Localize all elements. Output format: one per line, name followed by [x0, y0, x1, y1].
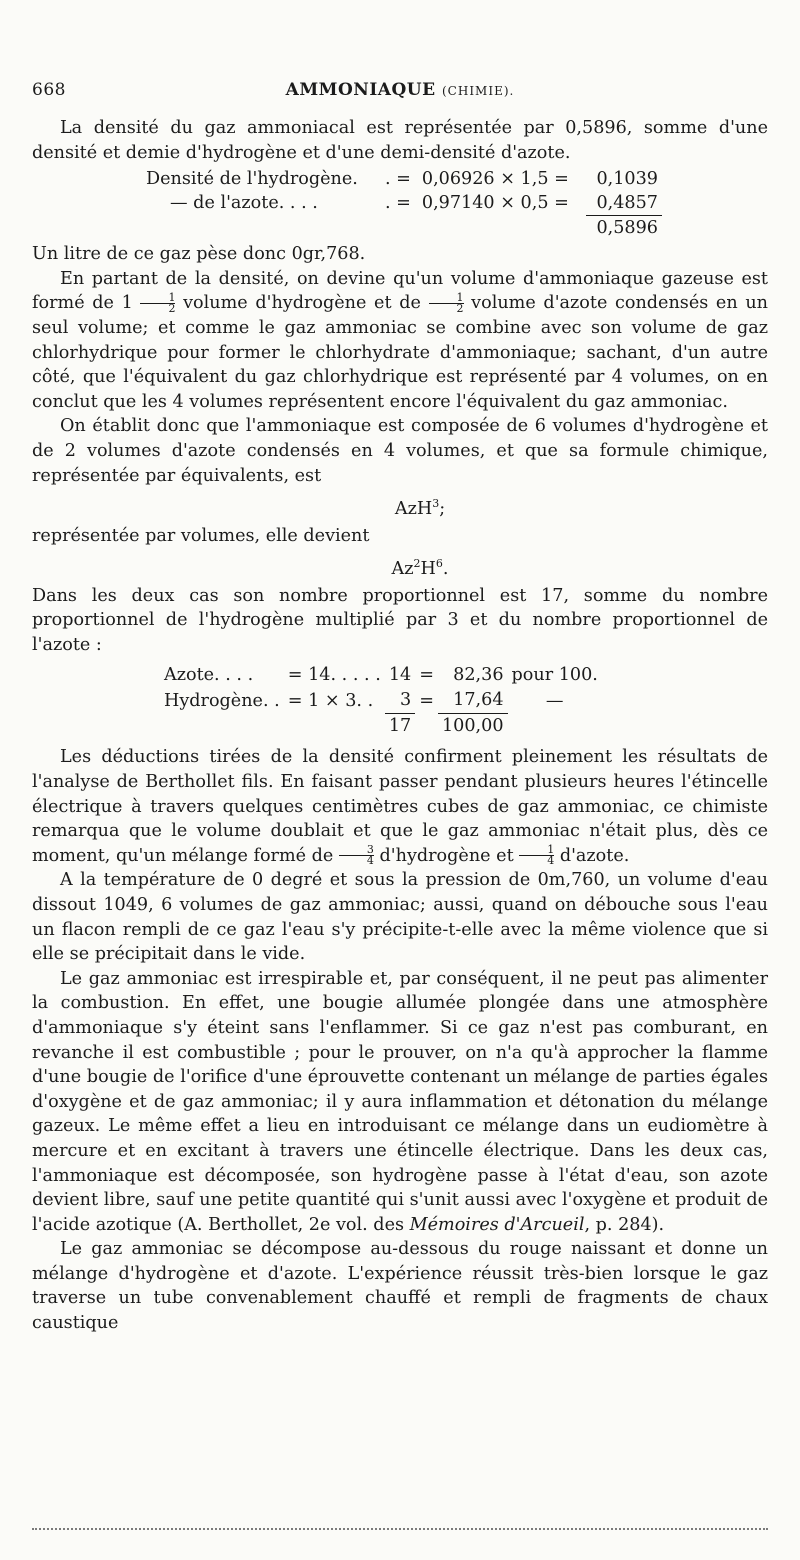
- paragraph-deux-cas: Dans les deux cas son nombre proportionnel est 17, somme du nombre proportionnel de l'hydrogène multiplié par 3 et du nombre proportionnel de l'azote :: [32, 585, 768, 655]
- composition-number: 14: [388, 665, 412, 686]
- paragraph-partant: [32, 267, 768, 415]
- fraction-numerator: 1: [547, 843, 555, 857]
- composition-equals: =: [419, 665, 434, 686]
- fraction-numerator: 1: [456, 290, 464, 304]
- density-row-hydrogen: [142, 167, 662, 191]
- fraction-denominator: 4: [519, 855, 554, 866]
- composition-percent: 82,36: [453, 665, 504, 686]
- running-title-main: AMMONIAQUE: [285, 80, 436, 100]
- composition-unit: —: [545, 690, 564, 711]
- composition-row-hydrogen: [160, 688, 602, 714]
- text-run: En partant de la densité, on devine qu'un volume d'ammoniaque gazeuse est formé de 1: [32, 268, 768, 314]
- density-product: 0,06926 × 1,5 =: [421, 169, 569, 190]
- page-number: 668: [32, 80, 66, 100]
- density-op: . =: [384, 169, 411, 190]
- density-calculation: [142, 167, 662, 240]
- formula-text: Az: [391, 559, 414, 580]
- paragraph-deductions: [32, 745, 768, 868]
- formula-text: AzH: [394, 498, 433, 519]
- text-run: Les déductions tirées de la densité confirment pleinement les résultats de l'analyse de Berthollet fils. En faisant passer pendant plusieurs heures l'étincelle électrique à travers quelques centimètres cubes de gaz ammoniac, ce chimiste remarqua que le volume doublait et que le gaz ammoniac n'était plus, dès ce moment, qu'un mélange formé de: [32, 747, 768, 866]
- composition-percent: 17,64: [453, 690, 504, 711]
- running-title-subject: (CHIMIE).: [441, 84, 515, 98]
- composition-table: [160, 663, 602, 739]
- composition-calc: = 1 × 3. .: [287, 690, 374, 711]
- formula-equivalents: [72, 492, 768, 521]
- footer-rule: [32, 1528, 768, 1530]
- fraction: [519, 845, 554, 866]
- composition-row-azote: [160, 663, 602, 688]
- density-label: — de l'azote. . . .: [170, 193, 318, 214]
- density-row-azote: [142, 191, 662, 216]
- running-header: [32, 80, 768, 106]
- citation-title: Mémoires d'Arcueil: [409, 1214, 585, 1235]
- composition-label: Hydrogène. .: [164, 690, 280, 711]
- composition-equals: =: [419, 690, 434, 711]
- text-run: volume d'azote condensés en un seul volume; et comme le gaz ammoniac se combine avec son volume de gaz chlorhydrique pour former le chlorhydrate d'ammoniaque; sachant, d'un autre côté, que l'équivalent du gaz chlorhydrique est représenté par 4 volumes, on en conclut que les 4 volumes représentent encore l'équivalent du gaz ammoniac.: [32, 293, 768, 412]
- fraction-numerator: 1: [168, 290, 176, 304]
- formula-text: .: [442, 559, 449, 580]
- fraction: [140, 290, 176, 315]
- text-run: volume d'hydrogène et de: [175, 293, 429, 314]
- density-total: 0,5896: [586, 216, 662, 241]
- composition-label: Azote. . . .: [164, 665, 254, 686]
- paragraph-irrespirable: [32, 967, 768, 1238]
- formula-text: H: [420, 559, 436, 580]
- density-row-total: [142, 216, 662, 241]
- formula-volumes: [72, 552, 768, 581]
- paragraph-temperature: A la température de 0 degré et sous la pression de 0m,760, un volume d'eau dissout 1049, 6 volumes de gaz ammoniac; aussi, quand on débouche sous l'eau un flacon rempli de ce gaz l'eau s'y précipite-t-elle avec la même violence que si elle se précipitait dans le vide.: [32, 870, 768, 965]
- fraction: [429, 290, 464, 315]
- composition-total-number: 17: [385, 714, 415, 740]
- paragraph-density: La densité du gaz ammoniacal est représentée par 0,5896, somme d'une densité et demie d'hydrogène et d'une demi-densité d'azote.: [32, 118, 768, 163]
- fraction-denominator: 2: [140, 303, 175, 314]
- paragraph-etablit: On établit donc que l'ammoniaque est composée de 6 volumes d'hydrogène et de 2 volumes d'azote condensés en 4 volumes, et que sa formule chimique, représentée par équivalents, est: [32, 416, 768, 486]
- paragraph-litre: Un litre de ce gaz pèse donc 0gr,768.: [32, 244, 366, 265]
- composition-number: 3: [400, 690, 412, 711]
- density-result: 0,4857: [596, 193, 658, 214]
- text-run: , p. 284).: [584, 1214, 665, 1235]
- page-body: [32, 116, 768, 1336]
- fraction-denominator: 4: [339, 855, 374, 866]
- composition-total-percent: 100,00: [438, 714, 508, 740]
- formula-superscript: 3: [432, 497, 440, 511]
- formula-text: ;: [439, 498, 446, 519]
- fraction-numerator: 3: [366, 843, 374, 857]
- composition-row-total: [160, 714, 602, 740]
- text-run: Le gaz ammoniac est irrespirable et, par conséquent, il ne peut pas alimenter la combustion. En effet, une bougie allumée plongée dans une atmosphère d'ammoniaque s'y éteint sans l'enflammer. Si ce gaz n'est pas comburant, en revanche il est combustible ; pour le prouver, on n'a qu'à approcher la flamme d'une bougie de l'orifice d'une éprouvette contenant un mélange de parties égales d'oxygène et de gaz ammoniac; il y aura inflammation et détonation du mélange gazeux. Le même effet a lieu en introduisant ce mélange dans un eudiomètre à mercure et en excitant à travers une étincelle électrique. Dans les deux cas, l'ammoniaque est décomposée, son hydrogène passe à l'état d'eau, son azote devient libre, sauf une petite quantité qui s'unit aussi avec l'oxygène et produit de l'acide azotique (A. Berthollet, 2e vol. des: [32, 968, 768, 1235]
- paragraph-decompose: Le gaz ammoniac se décompose au-dessous du rouge naissant et donne un mélange d'hydrogène et d'azote. L'expérience réussit très-bien lorsque le gaz traverse un tube convenablement chauffé et rempli de fragments de chaux caustique: [32, 1239, 768, 1334]
- composition-unit: pour 100.: [511, 665, 598, 686]
- formula-superscript: 2: [413, 557, 421, 571]
- density-product: 0,97140 × 0,5 =: [421, 193, 569, 214]
- paragraph-volumes: représentée par volumes, elle devient: [32, 525, 370, 546]
- text-run: d'hydrogène et: [373, 845, 520, 866]
- running-title: [32, 80, 768, 100]
- density-label: Densité de l'hydrogène.: [146, 169, 358, 190]
- density-op: . =: [384, 193, 411, 214]
- composition-calc: = 14. . . . .: [287, 665, 381, 686]
- formula-superscript: 6: [435, 557, 443, 571]
- density-result: 0,1039: [596, 169, 658, 190]
- text-run: d'azote.: [554, 845, 630, 866]
- fraction-denominator: 2: [429, 303, 464, 314]
- fraction: [339, 845, 374, 866]
